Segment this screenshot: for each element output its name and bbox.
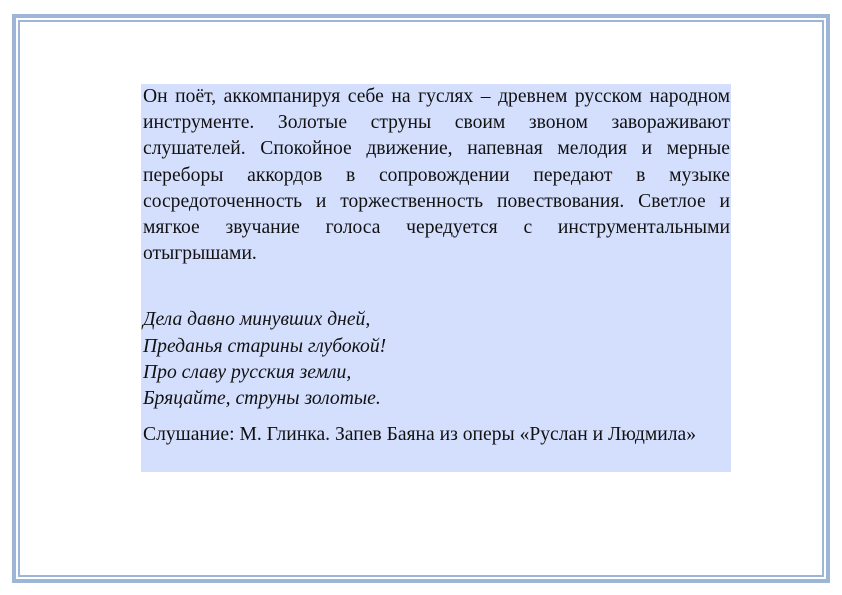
text-box	[141, 84, 731, 472]
verse-quote	[141, 267, 731, 412]
listening-assignment: Слушание: М. Глинка. Запев Баяна из оперы «Руслан и Людмила»	[143, 424, 697, 446]
verse-line: Про славу русския земли,	[143, 361, 352, 383]
verse-line: Преданья старины глубокой!	[143, 335, 387, 357]
verse-line: Бряцайте, струны золотые.	[143, 388, 381, 410]
description-paragraph: Он поёт, аккомпанируя себе на гуслях – древнем русском народном инструменте. Золотые струны своим звоном завораживают слушателей. Спокойное движение, напевная мелодия и мерные переборы аккордов в сопровождении передают в музыке сосредоточенность и торжественность повествования. Светлое и мягкое звучание голоса чередуется с инструментальными отыгрышами.	[143, 86, 730, 265]
verse-line: Дела давно минувших дней,	[143, 309, 371, 331]
